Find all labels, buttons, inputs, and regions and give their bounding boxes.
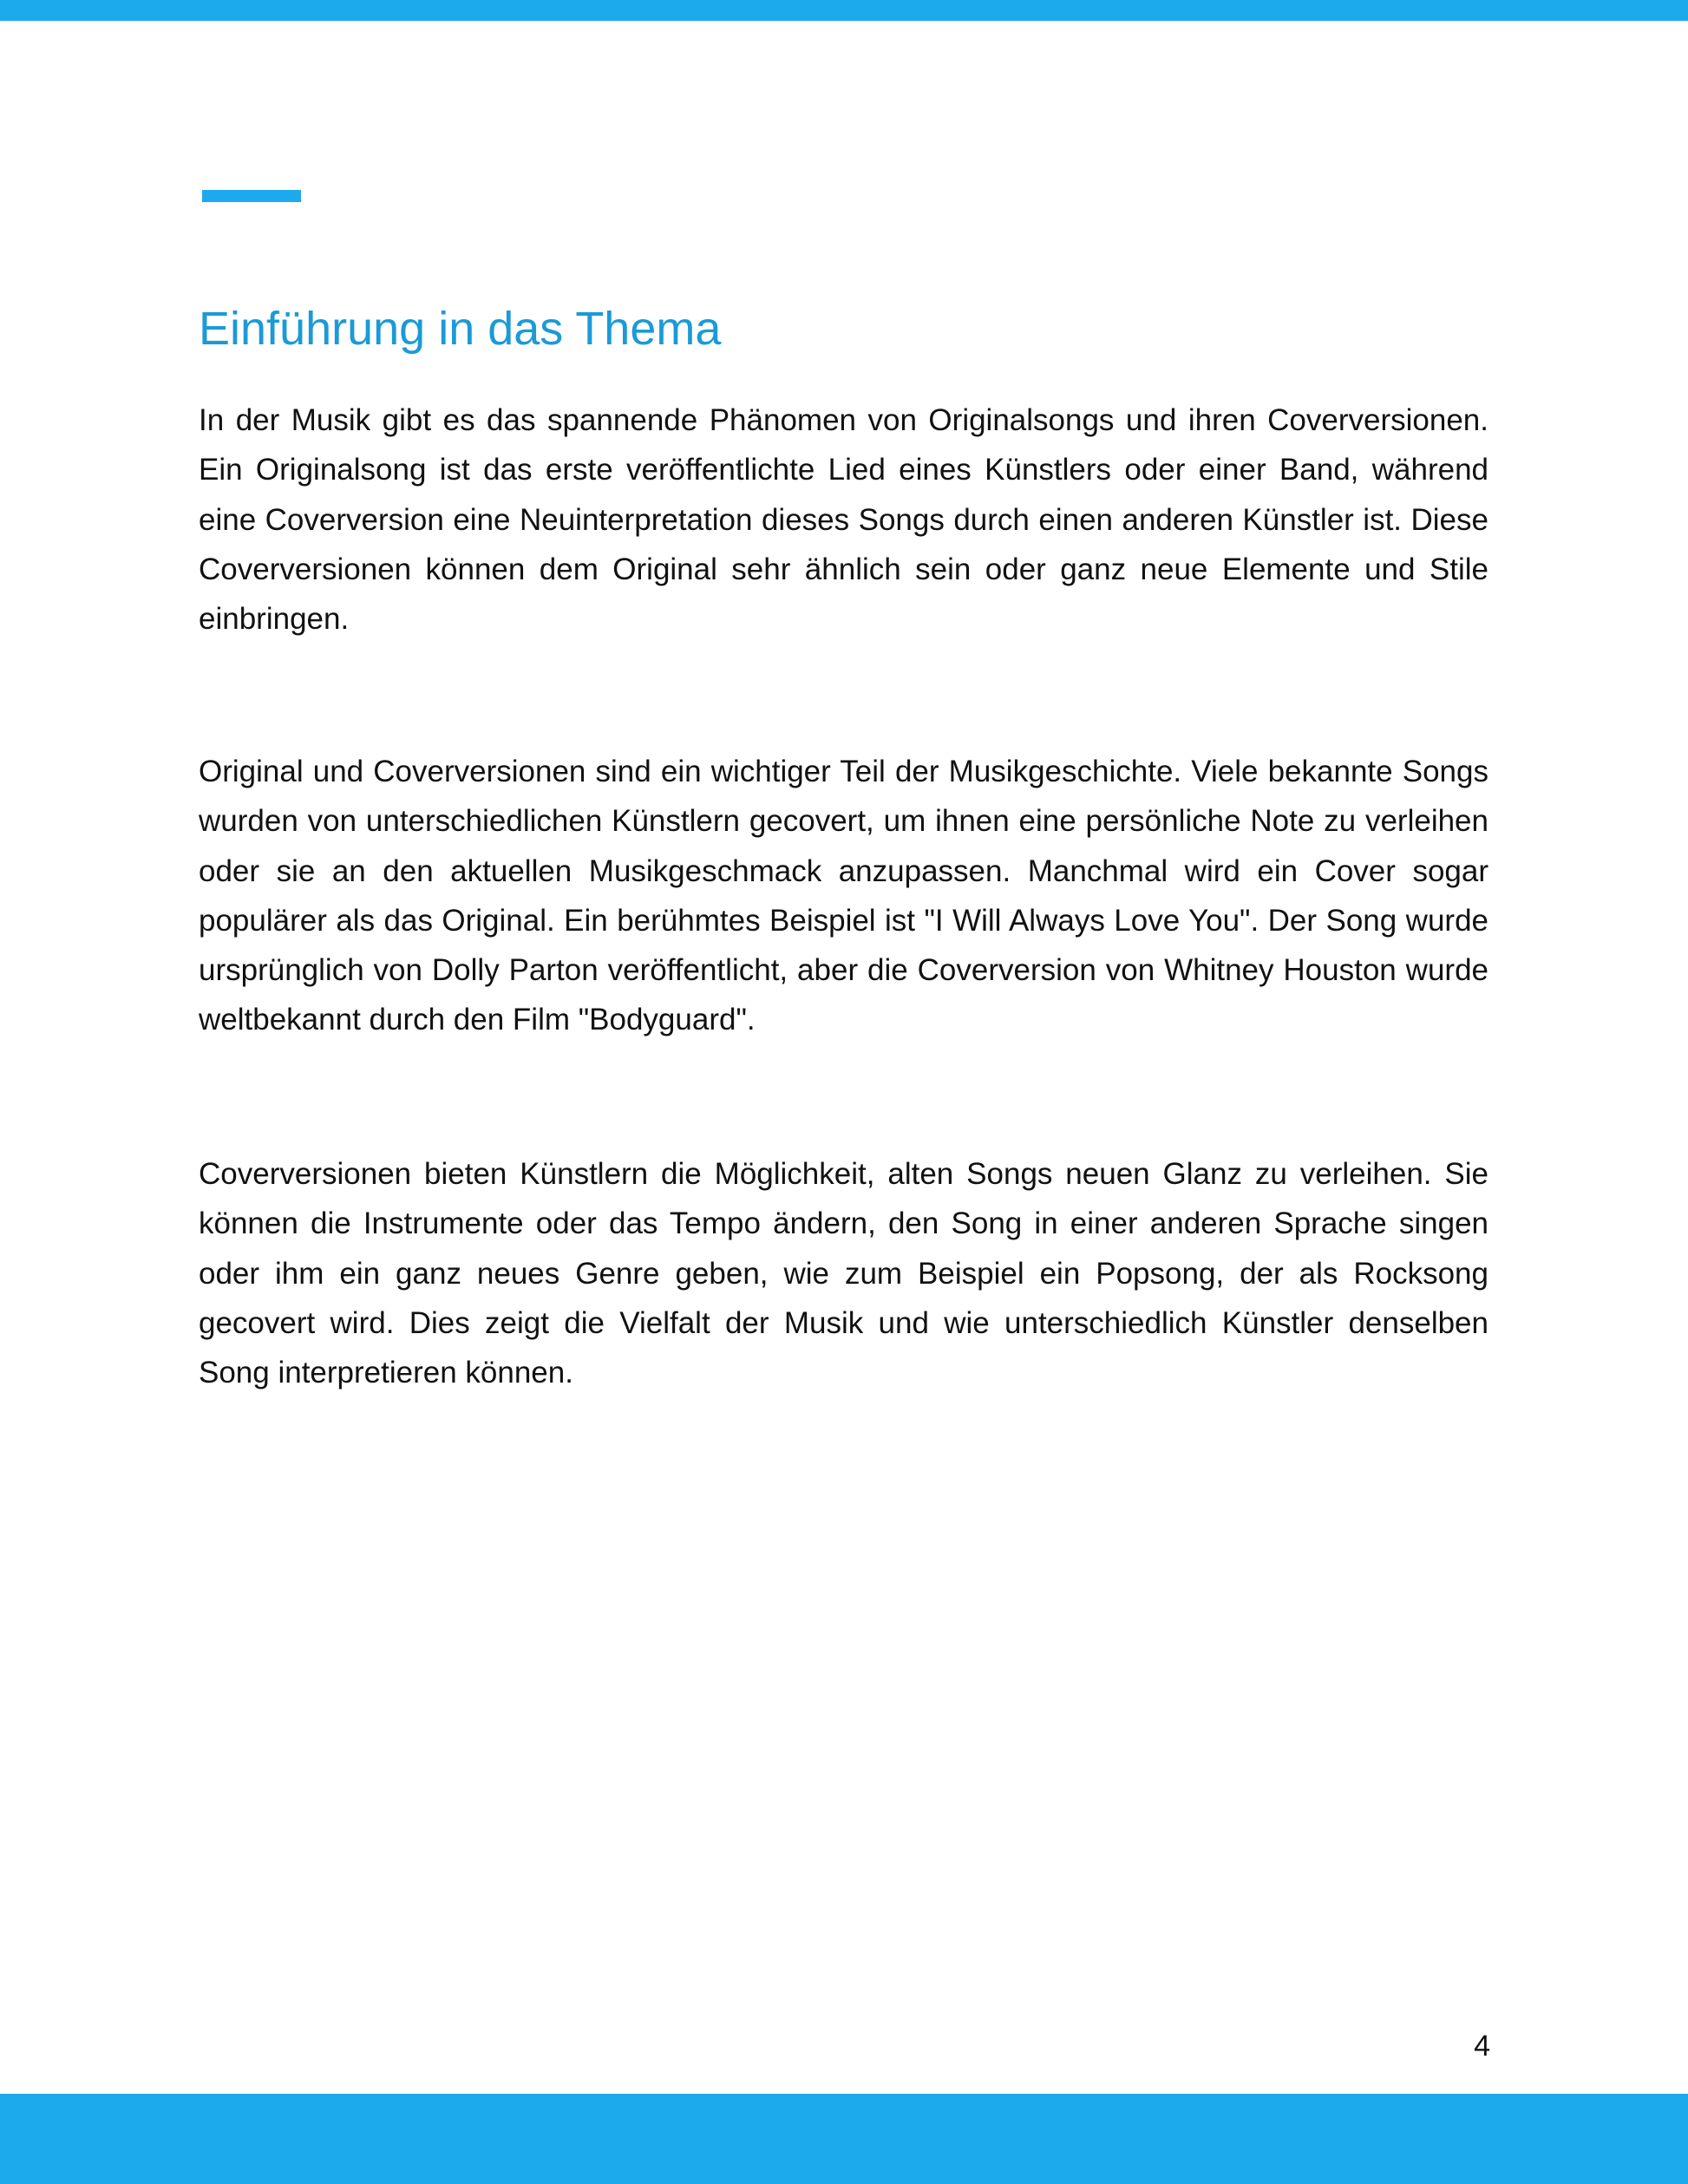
body-paragraph-2: Original und Coverversionen sind ein wichtiger Teil der Musikgeschichte. Viele bekannte Songs wurden von unterschiedlichen Künstlern gecovert, um ihnen eine persönliche Note zu verleihen oder sie an den aktuellen Musikgeschmack anzupassen. Manchmal wird ein Cover sogar populärer als das Original. Ein berühmtes Beispiel ist "I Will Always Love You". Der Song wurde ursprünglich von Dolly Parton veröffentlicht, aber die Coverversion von Whitney Houston wurde weltbekannt durch den Film "Bodyguard". — [199, 755, 1488, 1037]
body-paragraph-3: Coverversionen bieten Künstlern die Möglichkeit, alten Songs neuen Glanz zu verleihen. Sie können die Instrumente oder das Tempo ändern, den Song in einer anderen Sprache singen oder ihm ein ganz neues Genre geben, wie zum Beispiel ein Popsong, der als Rocksong gecovert wird. Dies zeigt die Vielfalt der Musik und wie unterschiedlich Künstler denselben Song interpretieren können. — [199, 1157, 1488, 1390]
page-number: 4 — [1474, 2030, 1490, 2063]
top-accent-bar — [0, 0, 1688, 21]
page-title: Einführung in das Thema — [199, 303, 722, 355]
bottom-accent-bar — [0, 2094, 1688, 2184]
section-accent-dash — [202, 190, 301, 202]
body-paragraph-1: In der Musik gibt es das spannende Phänomen von Originalsongs und ihren Coverversionen. Ein Originalsong ist das erste veröffentlichte Lied eines Künstlers oder einer Band, während eine Coverversion eine Neuinterpretation dieses Songs durch einen anderen Künstler ist. Diese Coverversionen können dem Original sehr ähnlich sein oder ganz neue Elemente und Stile einbringen. — [199, 403, 1488, 637]
